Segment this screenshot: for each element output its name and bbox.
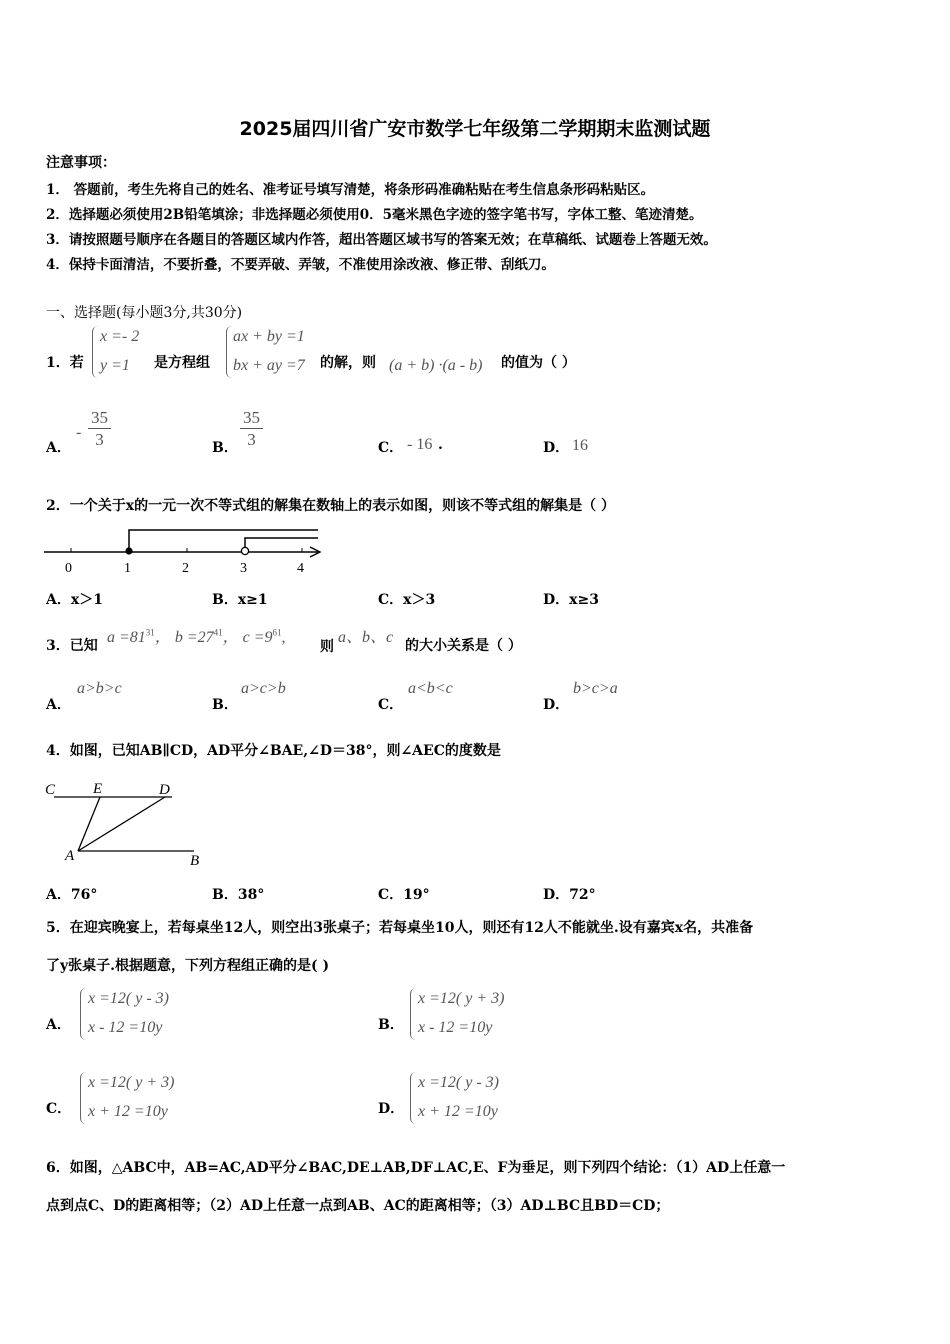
parallel-lines-figure — [40, 778, 210, 870]
q3-option-c-label[interactable]: C． — [378, 697, 404, 713]
q2-option-d[interactable]: D．x≥3 — [543, 592, 599, 608]
note-item-1: 1． 答题前，考生先将自己的姓名、准考证号填写清楚，将条形码准确粘贴在考生信息条形码粘贴区。 — [46, 182, 655, 198]
q3-c-def: c =9 — [242, 629, 273, 646]
q4-option-a[interactable]: A．76° — [46, 887, 98, 903]
note-item-2: 2．选择题必须使用2B铅笔填涂；非选择题必须使用0．5毫米黑色字迹的签字笔书写，字体工整、笔迹清楚。 — [46, 207, 703, 223]
q3-number: 3．已知 — [46, 638, 98, 654]
q1-tail: 的值为（ ） — [501, 355, 576, 371]
q5-d-eq-2: x + 12 =10y — [418, 1103, 498, 1120]
q4-text: 4．如图，已知AB∥CD，AD平分∠BAE,∠D＝38°，则∠AEC的度数是 — [46, 743, 501, 759]
q1-option-c-period: . — [438, 437, 443, 453]
q1-sol-x: x =- 2 — [100, 328, 140, 345]
q3-option-a-label[interactable]: A． — [46, 697, 71, 713]
q1-system-brace — [226, 326, 233, 378]
q3-given: $a =81^{31}$， $b =27^{41}$， $c =9^{61}$, — [107, 627, 286, 646]
q2-text: 2．一个关于x的一元一次不等式组的解集在数轴上的表示如图，则该不等式组的解集是（ ） — [46, 498, 615, 514]
q1-option-a-sign: - — [76, 424, 82, 441]
q5-line-1: 5．在迎宾晚宴上，若每桌坐12人，则空出3张桌子；若每桌坐10人，则还有12人不能就坐.设有嘉宾x名，共准备 — [46, 920, 754, 936]
q3-option-b-value: a>c>b — [241, 680, 286, 697]
q1-option-c-label[interactable]: C． — [378, 440, 404, 456]
q5-option-b-label[interactable]: B． — [378, 1017, 404, 1033]
q5-option-b-system — [418, 984, 504, 1042]
point-d-label: D — [159, 782, 170, 798]
point-e-label: E — [93, 781, 103, 797]
q5-line-2: 了y张桌子.根据题意，下列方程组正确的是( ) — [46, 958, 330, 974]
closed-point — [125, 547, 132, 554]
q5-option-a-brace — [80, 988, 87, 1040]
q1-mid-text-2: 的解，则 — [320, 355, 376, 371]
q5-c-eq-1: x =12( y + 3) — [88, 1074, 175, 1091]
solution-bracket-1 — [129, 530, 318, 551]
note-item-4: 4．保持卡面清洁，不要折叠，不要弄破、弄皱，不准使用涂改液、修正带、刮纸刀。 — [46, 257, 555, 273]
q6-line-1: 6．如图，△ABC中，AB=AC,AD平分∠BAC,DE⊥AB,DF⊥AC,E、F为垂足，则下列四个结论：（1）AD上任意一 — [46, 1160, 786, 1176]
notes-heading: 注意事项： — [46, 155, 116, 171]
segment-ad — [78, 797, 165, 851]
q5-option-a-label[interactable]: A． — [46, 1017, 71, 1033]
tick-label-3: 3 — [240, 561, 247, 576]
q2-option-b[interactable]: B．x≥1 — [212, 592, 268, 608]
note-item-3: 3．请按照题号顺序在各题目的答题区域内作答，超出答题区域书写的答案无效；在草稿纸、试题卷上答题无效。 — [46, 232, 717, 248]
q5-a-eq-1: x =12( y - 3) — [88, 990, 169, 1007]
q1-option-b-fraction — [240, 408, 263, 451]
q1-solution-system — [100, 322, 139, 380]
q4-option-d[interactable]: D．72° — [543, 887, 596, 903]
section-heading: 一、选择题(每小题3分,共30分) — [46, 305, 243, 321]
q1-option-d-value: 16 — [572, 437, 588, 454]
q5-option-a-system — [88, 984, 169, 1042]
tick-label-1: 1 — [124, 561, 131, 576]
q1-option-d-label[interactable]: D． — [543, 440, 570, 456]
q5-d-eq-1: x =12( y - 3) — [418, 1074, 499, 1091]
q3-tail: 的大小关系是（ ） — [405, 638, 522, 654]
segment-ae — [78, 797, 100, 851]
q2-option-a[interactable]: A．x＞1 — [46, 592, 103, 608]
tick-label-0: 0 — [65, 561, 72, 576]
q3-option-d-label[interactable]: D． — [543, 697, 570, 713]
q4-option-b[interactable]: B．38° — [212, 887, 265, 903]
q1-mid-text: 是方程组 — [154, 355, 210, 371]
q3-option-c-value: a<b<c — [408, 680, 453, 697]
tick-label-2: 2 — [182, 561, 189, 576]
q3-b-def: b =27 — [174, 629, 214, 646]
q1-equation-system — [233, 322, 305, 380]
q1-sol-y: y =1 — [100, 357, 130, 374]
q1-solution-brace — [92, 326, 99, 378]
q1-option-a-num: 35 — [88, 408, 111, 429]
q3-b-exp: 41 — [213, 627, 223, 638]
q2-option-c[interactable]: C．x＞3 — [378, 592, 436, 608]
q6-line-2: 点到点C、D的距离相等；（2）AD上任意一点到AB、AC的距离相等；（3）AD⊥BC且BD＝CD； — [46, 1198, 670, 1214]
tick-label-4: 4 — [297, 561, 304, 576]
q5-c-eq-2: x + 12 =10y — [88, 1103, 168, 1120]
q5-option-c-system — [88, 1068, 174, 1126]
q1-option-b-den: 3 — [247, 430, 256, 449]
q1-expression: (a + b) ·(a - b) — [389, 357, 483, 374]
point-b-label: B — [190, 853, 200, 869]
q5-option-d-brace — [410, 1072, 417, 1124]
q3-c-exp: 61 — [272, 627, 282, 638]
q1-option-a-fraction — [88, 408, 111, 451]
solution-bracket-2 — [245, 538, 318, 551]
q5-option-d-system — [418, 1068, 499, 1126]
q1-number: 1．若 — [46, 355, 84, 371]
page-title: 2025届四川省广安市数学七年级第二学期期末监测试题 — [239, 118, 711, 140]
q5-a-eq-2: x - 12 =10y — [88, 1019, 163, 1036]
q1-option-a-den: 3 — [95, 430, 104, 449]
q3-then: 则 — [320, 639, 334, 655]
q1-option-c-value: - 16 — [407, 436, 433, 453]
q5-option-b-brace — [410, 988, 417, 1040]
q3-option-a-value: a>b>c — [77, 680, 122, 697]
q3-a-def: a =81 — [107, 629, 146, 646]
q1-option-b-label[interactable]: B． — [212, 440, 238, 456]
q1-option-a-label[interactable]: A． — [46, 440, 71, 456]
q5-option-d-label[interactable]: D． — [378, 1101, 405, 1117]
number-line-figure — [40, 522, 330, 580]
point-a-label: A — [65, 848, 75, 864]
q1-eq-2: bx + ay =7 — [233, 357, 305, 374]
q1-eq-1: ax + by =1 — [233, 328, 305, 345]
q1-option-b-num: 35 — [240, 408, 263, 429]
q5-b-eq-2: x - 12 =10y — [418, 1019, 493, 1036]
q5-b-eq-1: x =12( y + 3) — [418, 990, 505, 1007]
point-c-label: C — [45, 782, 56, 798]
q5-option-c-brace — [80, 1072, 87, 1124]
q4-option-c[interactable]: C．19° — [378, 887, 430, 903]
open-point — [241, 547, 248, 554]
q3-a-exp: 31 — [145, 627, 155, 638]
q3-vars: a、b、c — [338, 629, 394, 646]
q3-option-b-label[interactable]: B． — [212, 697, 238, 713]
q3-option-d-value: b>c>a — [573, 680, 618, 697]
q5-option-c-label[interactable]: C． — [46, 1101, 72, 1117]
